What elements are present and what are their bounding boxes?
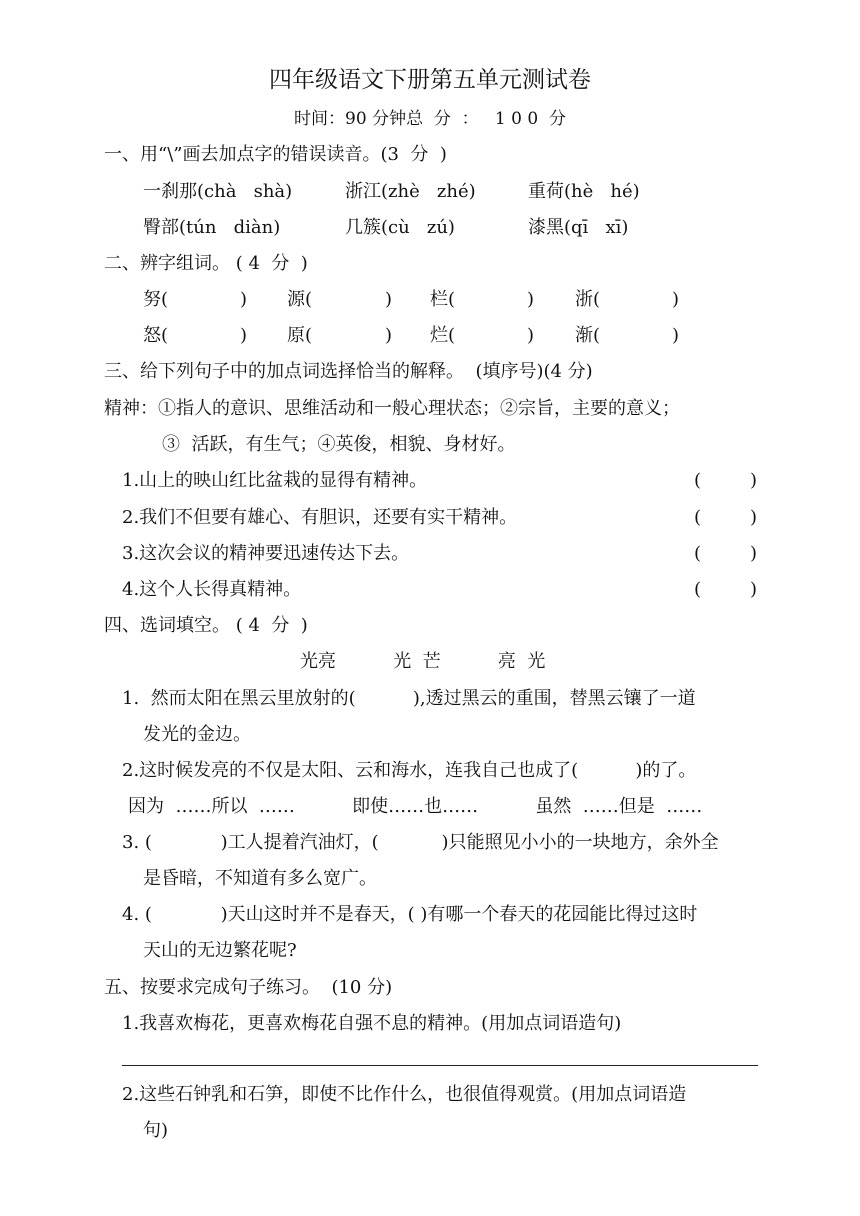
definition-line: 精神：①指人的意识、思维活动和一般心理状态；②宗旨，主要的意义；	[104, 398, 680, 419]
blank-close: )	[385, 289, 393, 310]
blank-close: )	[672, 325, 680, 346]
question-item: 2.我们不但要有雄心、有胆识，还要有实干精神。	[122, 507, 518, 528]
fill-question: 4. ( )天山这时并不是春天，( )有哪一个春天的花园能比得过这时	[122, 904, 698, 925]
question-item: 3.这次会议的精神要迅速传达下去。	[122, 543, 410, 564]
pinyin-item: 浙江(zhè zhé)	[345, 181, 476, 202]
section-1-heading: 一、用“\”画去加点字的错误读音。(3 分 )	[104, 144, 447, 165]
word-group-item: 怒(	[143, 325, 169, 346]
exam-title: 四年级语文下册第五单元测试卷	[269, 67, 591, 93]
word-choices: 光亮 光 芒 亮 光	[300, 651, 546, 672]
pinyin-item: 几簇(cù zú)	[345, 217, 455, 238]
blank-close: )	[385, 325, 393, 346]
pinyin-item: 一刹那(chà shà)	[143, 181, 293, 202]
sentence-question: 1.我喜欢梅花，更喜欢梅花自强不息的精神。(用加点词语造句)	[122, 1013, 622, 1034]
blank-close: )	[240, 289, 248, 310]
section-2-heading: 二、辨字组词。 ( 4 分 )	[104, 253, 308, 274]
definition-line: ③ 活跃，有生气；④英俊，相貌、身材好。	[162, 434, 516, 455]
word-group-item: 烂(	[430, 325, 456, 346]
fill-question-cont: 发光的金边。	[143, 724, 251, 745]
answer-open: (	[694, 470, 702, 491]
fill-question: 3. ( )工人提着汽油灯，( )只能照见小小的一块地方，余外全	[122, 832, 719, 853]
answer-close: )	[750, 470, 758, 491]
blank-close: )	[527, 289, 535, 310]
conjunction-choices: 因为 ……所以 …… 即使……也…… 虽然 ……但是 ……	[128, 796, 703, 817]
fill-question-cont: 天山的无边繁花呢?	[143, 940, 297, 961]
answer-close: )	[750, 579, 758, 600]
pinyin-item: 臀部(tún diàn)	[143, 217, 281, 238]
answer-line[interactable]	[122, 1065, 758, 1066]
word-group-item: 栏(	[430, 289, 456, 310]
word-group-item: 努(	[143, 289, 169, 310]
question-item: 4.这个人长得真精神。	[122, 579, 302, 600]
pinyin-item: 漆黑(qī xī)	[528, 217, 629, 238]
blank-close: )	[240, 325, 248, 346]
word-group-item: 原(	[287, 325, 313, 346]
question-item: 1.山上的映山红比盆栽的显得有精神。	[122, 470, 428, 491]
word-group-item: 渐(	[575, 325, 601, 346]
section-4-heading: 四、选词填空。 ( 4 分 )	[104, 615, 308, 636]
answer-open: (	[694, 507, 702, 528]
sentence-question-cont: 句)	[143, 1120, 169, 1141]
section-3-heading: 三、给下列句子中的加点词选择恰当的解释。 (填序号)(4 分)	[104, 361, 593, 382]
answer-open: (	[694, 543, 702, 564]
answer-close: )	[750, 507, 758, 528]
sentence-question: 2.这些石钟乳和石笋，即使不比作什么，也很值得观赏。(用加点词语造	[122, 1084, 687, 1105]
pinyin-item: 重荷(hè hé)	[528, 181, 640, 202]
fill-question-cont: 是昏暗，不知道有多么宽广。	[143, 868, 377, 889]
word-group-item: 源(	[287, 289, 313, 310]
exam-subtitle: 时间：90 分钟总 分 ： 1 0 0 分	[294, 109, 566, 129]
answer-close: )	[750, 543, 758, 564]
fill-question: 2.这时候发亮的不仅是太阳、云和海水，连我自己也成了( )的了。	[122, 760, 697, 781]
word-group-item: 浙(	[575, 289, 601, 310]
blank-close: )	[527, 325, 535, 346]
section-5-heading: 五、按要求完成句子练习。 (10 分)	[104, 977, 393, 998]
fill-question: 1. 然而太阳在黑云里放射的( ),透过黑云的重围，替黑云镶了一道	[122, 688, 696, 709]
blank-close: )	[672, 289, 680, 310]
answer-open: (	[694, 579, 702, 600]
